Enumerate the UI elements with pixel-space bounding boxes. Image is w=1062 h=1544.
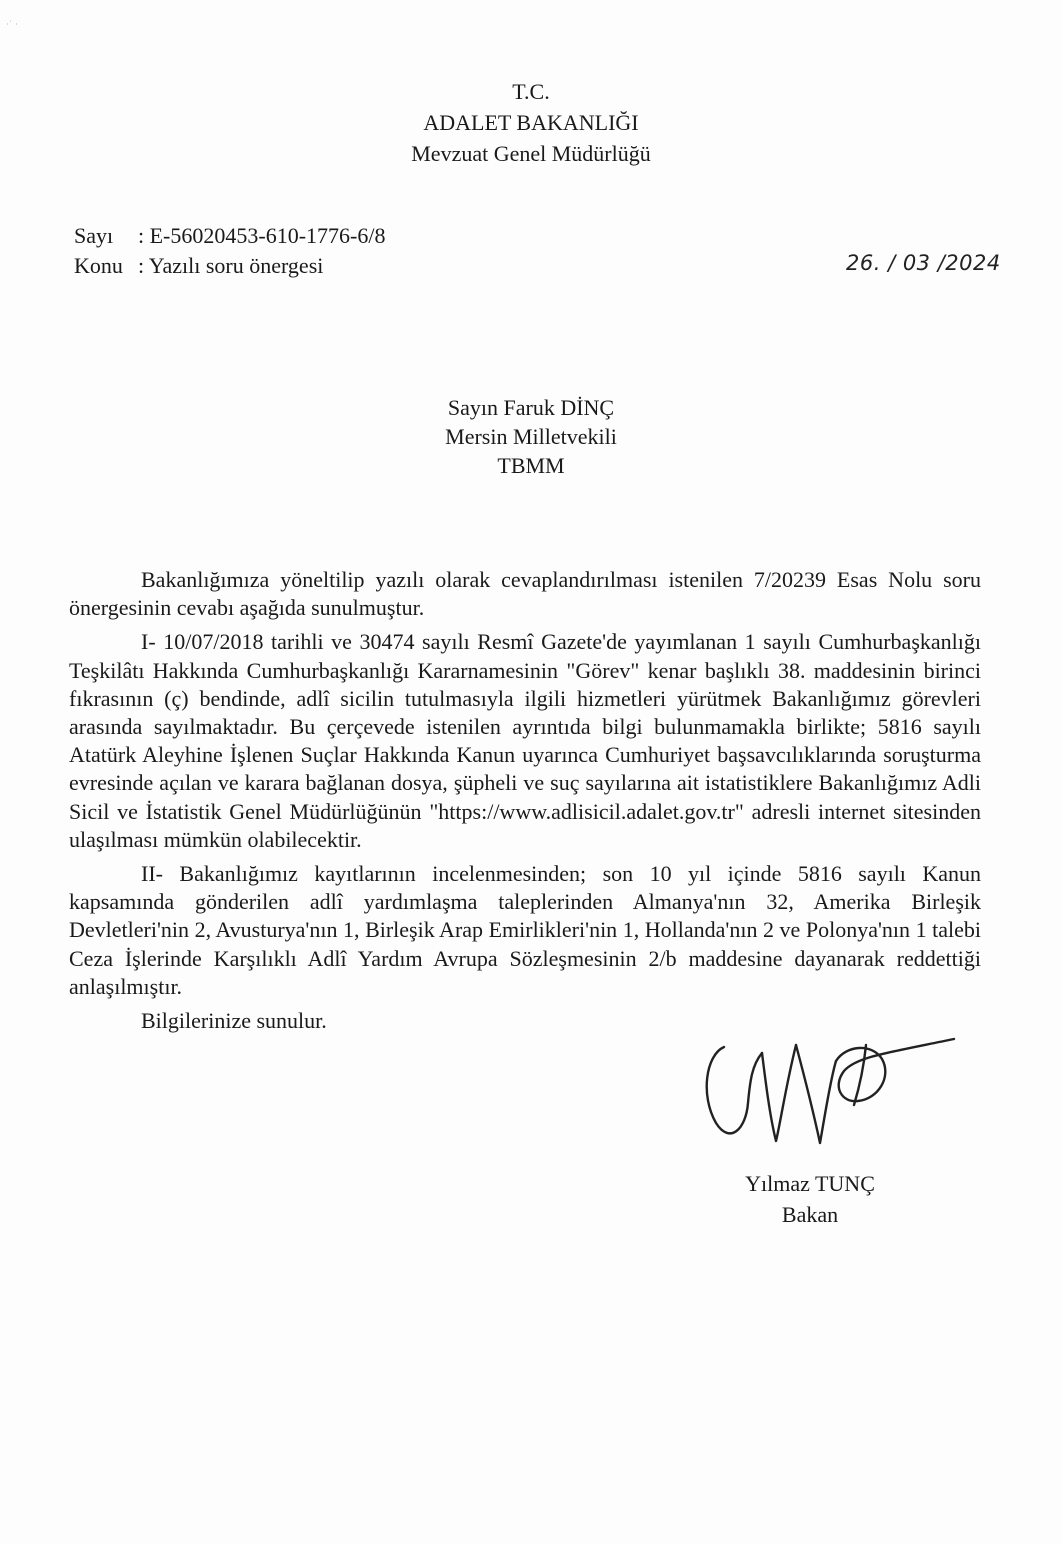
sayi-label: Sayı xyxy=(74,223,114,248)
letterhead-ministry: ADALET BAKANLIĞI xyxy=(423,110,639,135)
document-date: 26. / 03 /2024 xyxy=(846,251,1001,275)
konu-row xyxy=(74,251,385,281)
signer-block xyxy=(710,1168,910,1230)
letterhead-directorate: Mevzuat Genel Müdürlüğü xyxy=(411,141,651,166)
konu-label: Konu xyxy=(74,253,123,278)
paragraph-one: I- 10/07/2018 tarihli ve 30474 sayılı Resmî Gazete'de yayımlanan 1 sayılı Cumhurbaşkanlığı Teşkilâtı Hakkında Cumhurbaşkanlığı Kararnamesinin "Görev" kenar başlıklı 38. maddesinin birinci fıkrasının (ç) bendinde, adlî sicilin tutulmasıyla ilgili hizmetleri yürütmek Bakanlığımız görevleri arasında sayılmaktadır. Bu çerçevede istenilen ayrıntıda bilgi bulunmamakla birlikte; 5816 sayılı Atatürk Aleyhine İşlenen Suçlar Hakkında Kanun uyarınca Cumhuriyet başsavcılıklarında soruşturma evresinde açılan ve karara bağlanan dosya, şüpheli ve suç sayılarına ait istatistiklere Bakanlığımız Adli Sicil ve İstatistik Genel Müdürlüğünün "https://www.adlisicil.adalet.gov.tr" adresli internet sitesinden ulaşılması mümkün olabilecektir. xyxy=(69,629,981,852)
sayi-value: : E-56020453-610-1776-6/8 xyxy=(138,223,386,248)
letterhead-country: T.C. xyxy=(512,79,550,104)
handwritten-signature xyxy=(696,1025,960,1155)
letterhead xyxy=(0,76,1062,169)
scan-artifact: ·˙ · xyxy=(6,20,18,29)
signer-title: Bakan xyxy=(781,1202,839,1227)
recipient-institution: TBMM xyxy=(497,453,565,478)
closing-line: Bilgilerinize sunulur. xyxy=(141,1008,327,1034)
signer-name: Yılmaz TUNÇ xyxy=(745,1171,875,1196)
intro-paragraph: Bakanlığımıza yöneltilip yazılı olarak cevaplandırılması istenilen 7/20239 Esas Nolu soru önergesinin cevabı aşağıda sunulmuştur. xyxy=(69,567,981,621)
document-meta xyxy=(74,221,385,281)
paragraph-two: II- Bakanlığımız kayıtlarının incelenmesinden; son 10 yıl içinde 5816 sayılı Kanun kapsamında gönderilen adlî yardımlaşma taleplerinden Almanya'nın 32, Amerika Birleşik Devletleri'nin 2, Avusturya'nın 1, Birleşik Arap Emirlikleri'nin 1, Hollanda'nın 2 ve Polonya'nın 1 talebi Ceza İşlerinde Karşılıklı Adlî Yardım Avrupa Sözleşmesinin 2/b maddesine dayanarak reddettiği anlaşılmıştır. xyxy=(69,861,981,999)
recipient-block xyxy=(0,393,1062,480)
sayi-row xyxy=(74,221,385,251)
konu-value: : Yazılı soru önergesi xyxy=(138,253,324,278)
letter-body xyxy=(69,566,981,1041)
recipient-role: Mersin Milletvekili xyxy=(445,424,617,449)
recipient-name: Sayın Faruk DİNÇ xyxy=(447,395,615,420)
